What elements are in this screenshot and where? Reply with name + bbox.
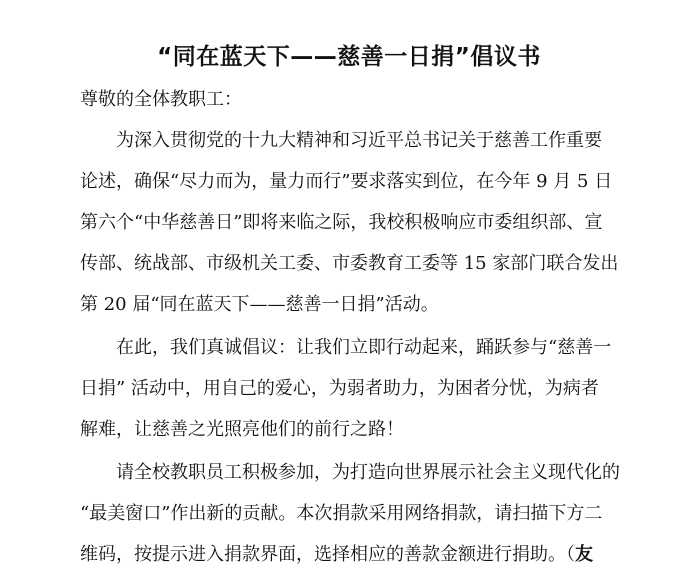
salutation: 尊敬的全体教职工： bbox=[80, 89, 242, 110]
paragraph-3-trailing-bold: 友 bbox=[575, 544, 593, 565]
paragraph-3-line-3 bbox=[80, 543, 640, 567]
paragraph-2-line-3: 解难，让慈善之光照亮他们的前行之路！ bbox=[80, 419, 404, 440]
paragraph-1-line-5: 第 20 届“同在蓝天下——慈善一日捐”活动。 bbox=[80, 294, 439, 315]
paragraph-2-line-1: 在此，我们真诚倡议：让我们立即行动起来，踊跃参与“慈善一 bbox=[116, 337, 612, 358]
paragraph-3-line-1: 请全校教职员工积极参加，为打造向世界展示社会主义现代化的 bbox=[116, 462, 620, 483]
paragraph-3-line-3-text: 维码，按提示进入捐款界面，选择相应的善款金额进行捐助。（ bbox=[80, 544, 575, 565]
paragraph-2-line-2: 日捐” 活动中，用自己的爱心，为弱者助力，为困者分忧，为病者 bbox=[80, 378, 599, 399]
paragraph-1-line-2: 论述，确保“尽力而为，量力而行”要求落实到位，在今年 9 月 5 日 bbox=[80, 171, 613, 192]
paragraph-1-line-4: 传部、统战部、市级机关工委、市委教育工委等 15 家部门联合发出 bbox=[80, 253, 619, 274]
paragraph-3-line-2: “最美窗口”作出新的贡献。本次捐款采用网络捐款，请扫描下方二 bbox=[80, 503, 603, 524]
paragraph-1-line-3: 第六个“中华慈善日”即将来临之际，我校积极响应市委组织部、宣 bbox=[80, 212, 603, 233]
paragraph-1-line-1: 为深入贯彻党的十九大精神和习近平总书记关于慈善工作重要 bbox=[116, 130, 602, 151]
document-title: “同在蓝天下——慈善一日捐”倡议书 bbox=[157, 44, 541, 70]
